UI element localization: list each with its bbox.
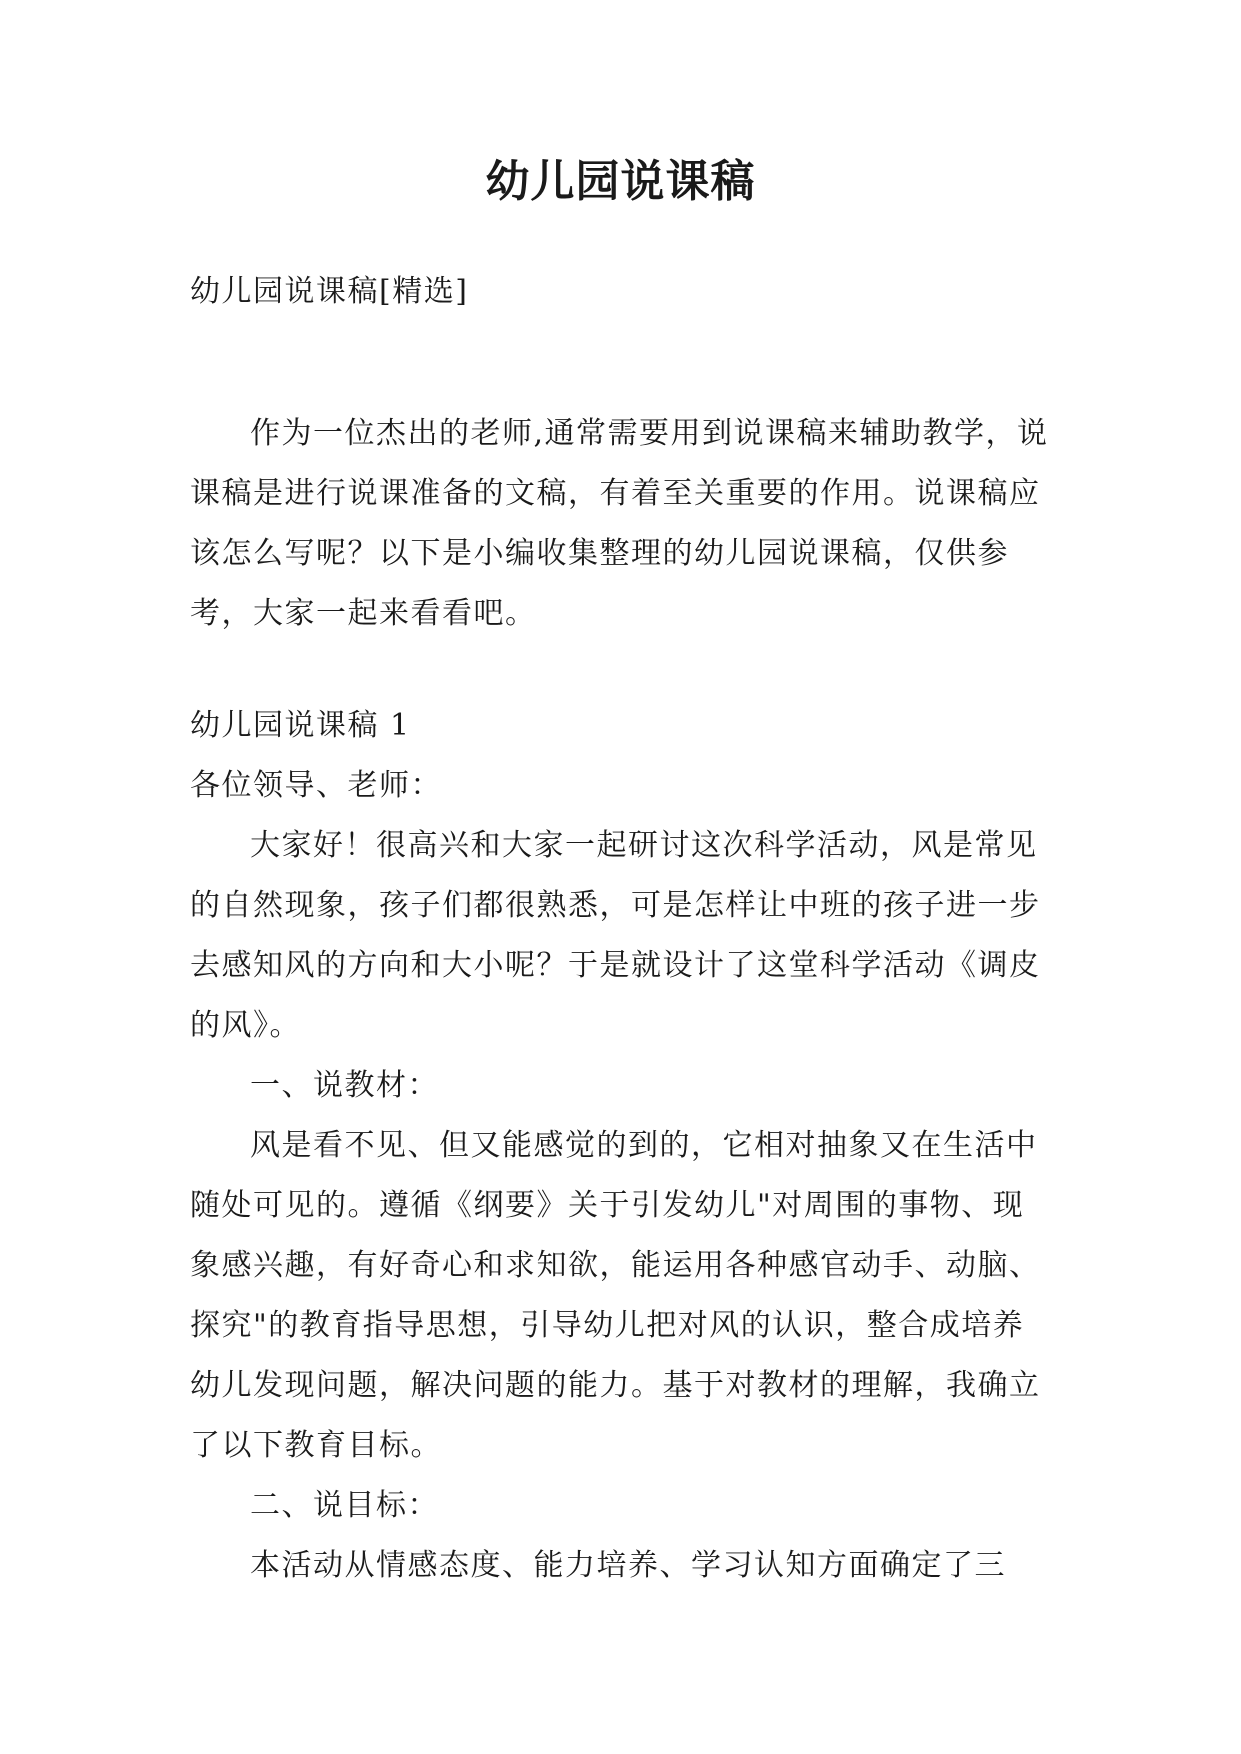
greeting-line: 各位领导、老师：	[190, 768, 442, 803]
document-title: 幼儿园说课稿	[485, 156, 756, 207]
intro-section	[190, 404, 1052, 644]
body-paragraph-1: 大家好！很高兴和大家一起研讨这次科学活动，风是常见的自然现象，孩子们都很熟悉，可是怎样让中班的孩子进一步去感知风的方向和大小呢？于是就设计了这堂科学活动《调皮的风》。	[190, 828, 1041, 1043]
heading-teaching-material: 一、说教材：	[250, 1068, 439, 1103]
body-paragraph-2: 风是看不见、但又能感觉的到的，它相对抽象又在生活中随处可见的。遵循《纲要》关于引发幼儿"对周围的事物、现象感兴趣，有好奇心和求知欲，能运用各种感官动手、动脑、探究"的教育指导思想，引导幼儿把对风的认识，整合成培养幼儿发现问题，解决问题的能力。基于对教材的理解，我确立了以下教育目标。	[190, 1128, 1041, 1463]
intro-paragraph: 作为一位杰出的老师,通常需要用到说课稿来辅助教学，说课稿是进行说课准备的文稿，有着至关重要的作用。说课稿应该怎么写呢？以下是小编收集整理的幼儿园说课稿，仅供参考，大家一起来看看吧。	[190, 416, 1049, 631]
main-section	[190, 696, 1052, 1596]
heading-objectives: 二、说目标：	[250, 1488, 439, 1523]
subtitle-text: 幼儿园说课稿[精选]	[190, 274, 469, 309]
section-heading: 幼儿园说课稿 1	[190, 708, 411, 743]
document-subtitle	[190, 262, 1052, 322]
body-paragraph-3: 本活动从情感态度、能力培养、学习认知方面确定了三	[250, 1548, 1006, 1583]
